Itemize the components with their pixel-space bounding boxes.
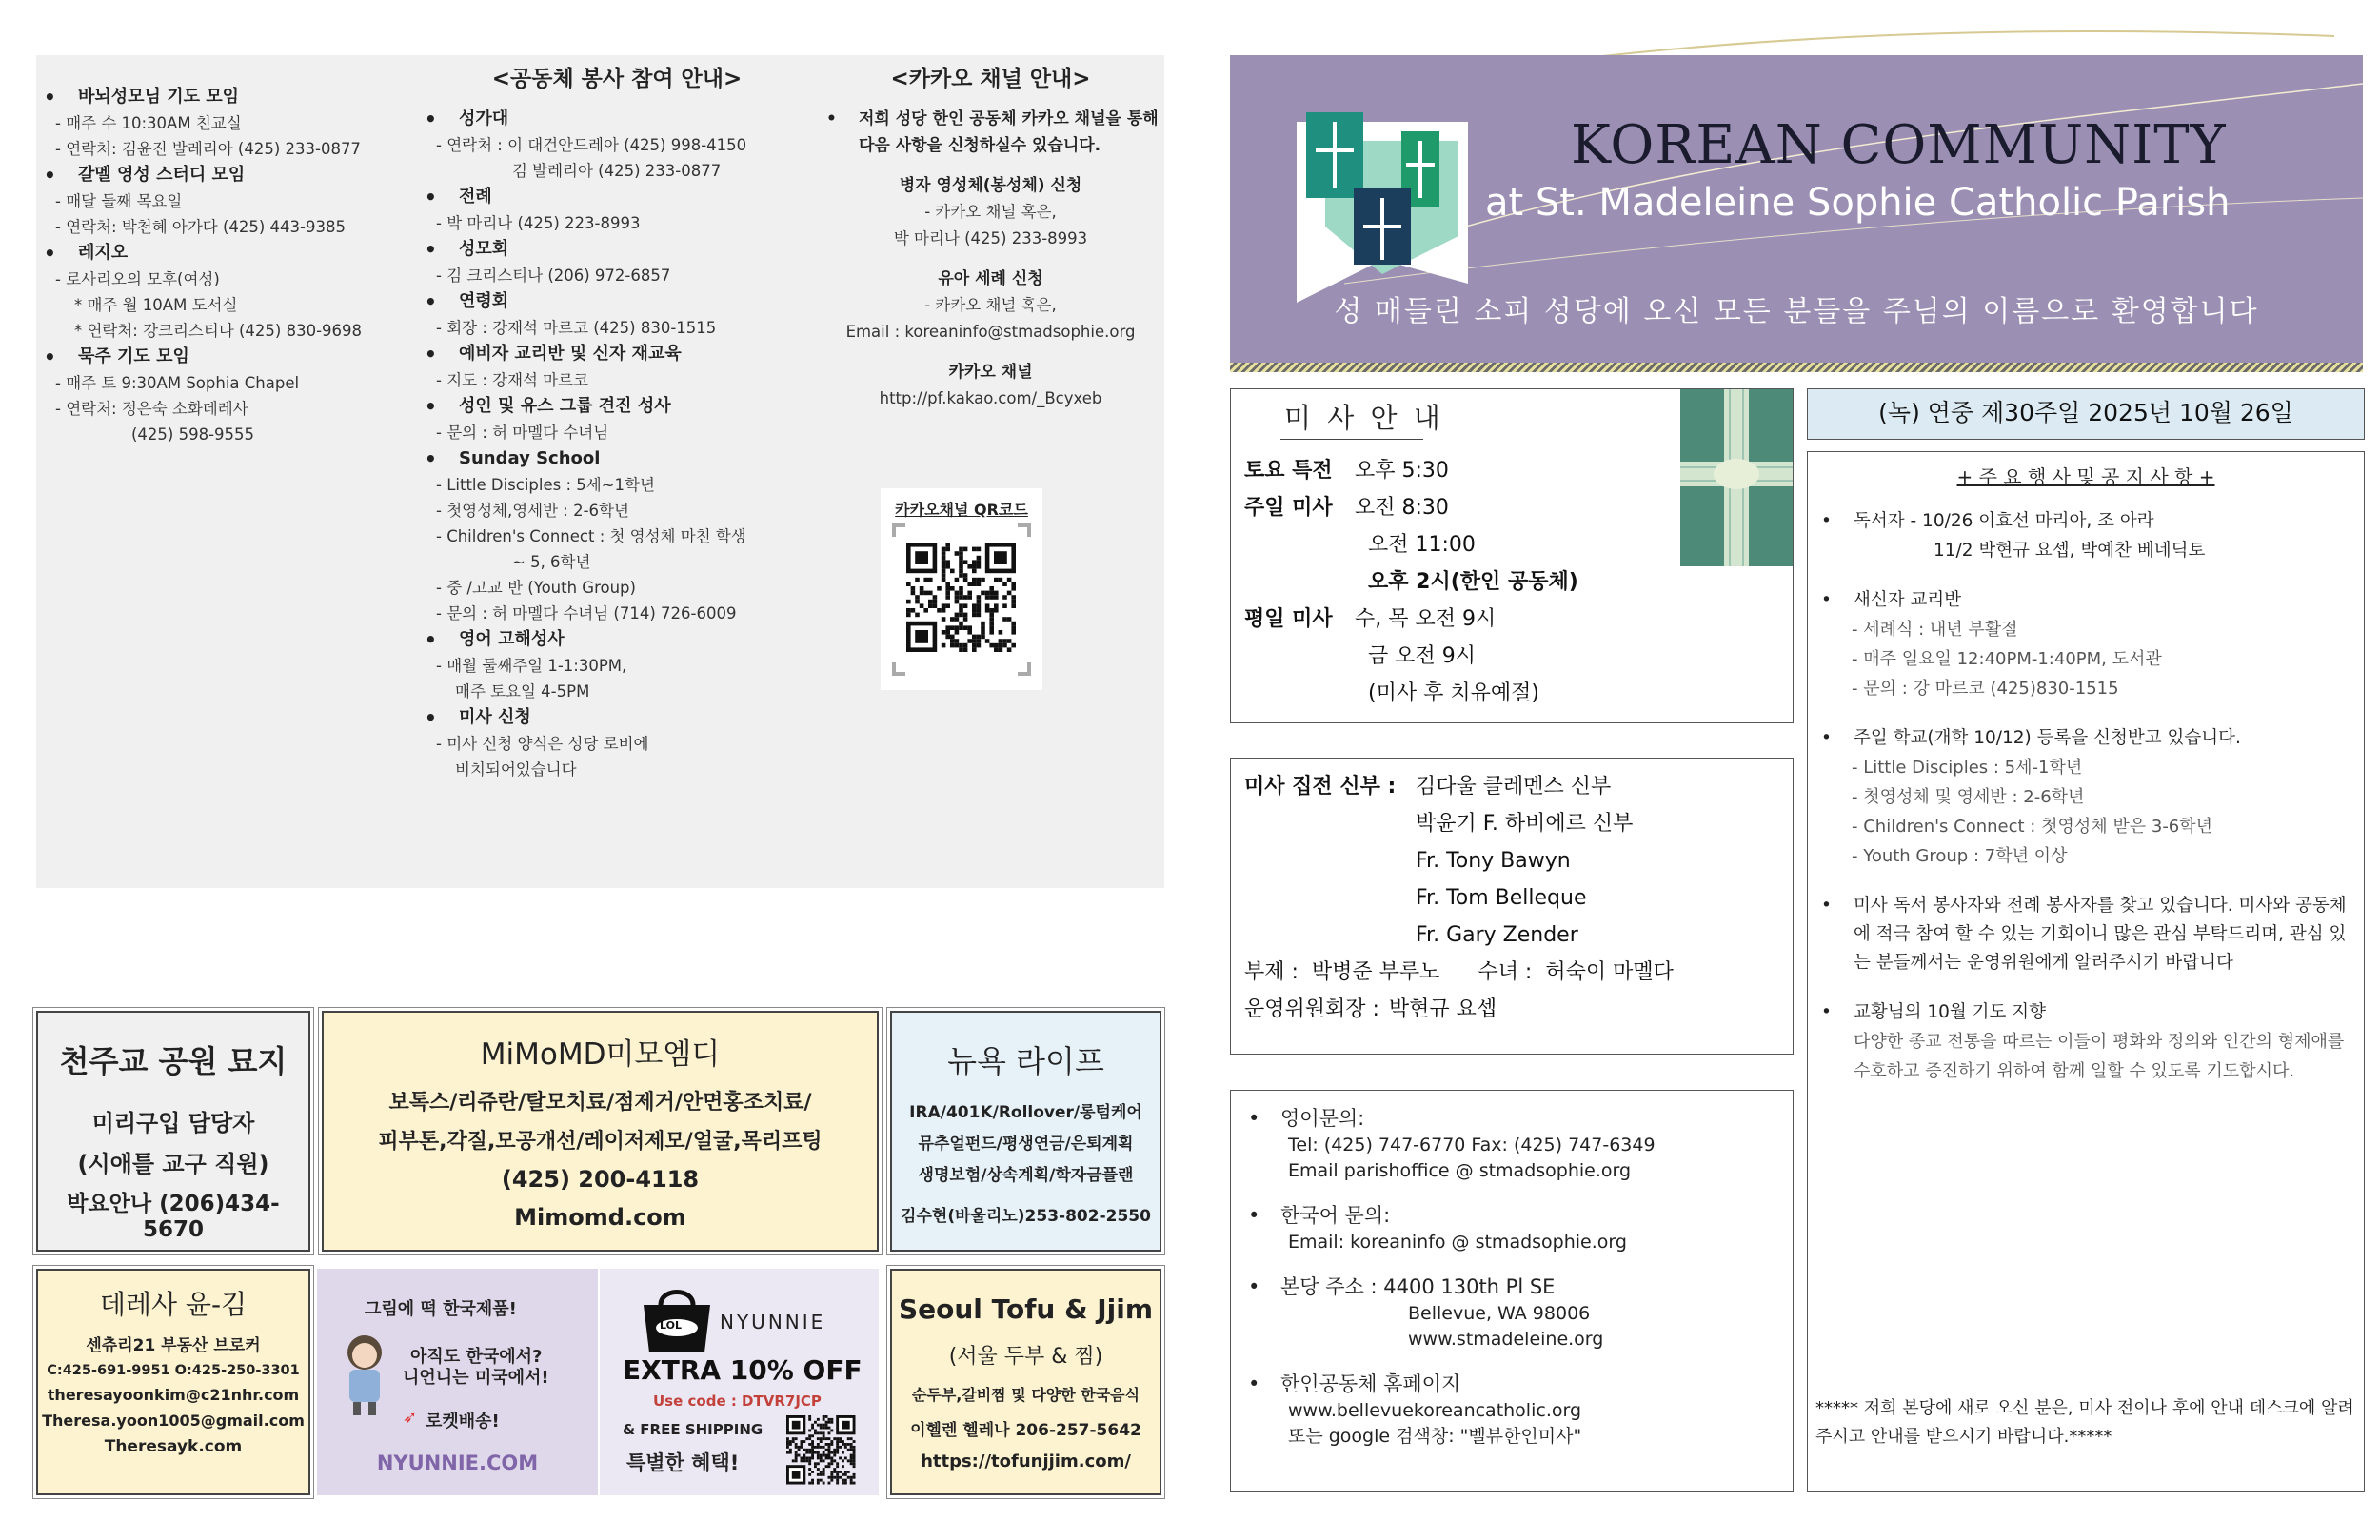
- ad-coupon-extra: EXTRA 10% OFF: [623, 1354, 863, 1386]
- ad-coupon-code: Use code : DTVR7JCP: [653, 1392, 822, 1410]
- clergy-row: [1244, 768, 1674, 805]
- group-heading: • 성모회: [417, 236, 817, 263]
- group-heading: • 레지오: [36, 240, 417, 267]
- ad-cemetery-line: 미리구입 담당자: [91, 1110, 255, 1136]
- ad-theresa-line: C:425-691-9951 O:425-250-3301: [47, 1363, 300, 1378]
- contact-box: [1230, 1090, 1794, 1492]
- notice-heading: • 교황님의 10월 기도 지향: [1814, 998, 2352, 1027]
- mass-row-time: 수, 목 오전 9시: [1355, 607, 1497, 631]
- mass-row-time: 오후 2시(한인 공동체): [1368, 570, 1578, 594]
- ad-nyunnie-coupon[interactable]: [600, 1269, 879, 1495]
- ad-theresa-title: 데레사 윤-김: [99, 1289, 248, 1320]
- contact-heading: • 한인공동체 홈페이지: [1240, 1370, 1656, 1398]
- mass-row-label: [1244, 675, 1355, 712]
- deacon-label: 부제 :: [1244, 960, 1299, 984]
- ad-mimomd-phone: (425) 200-4118: [501, 1166, 700, 1193]
- ad-cemetery-line: 박요안나 (206)434-5670: [67, 1192, 280, 1242]
- service-title: <공동체 봉사 참여 안내>: [491, 67, 743, 91]
- kakao-item-heading: 유아 세례 신청: [938, 269, 1043, 288]
- contact-line: www.stmadeleine.org: [1408, 1329, 1604, 1350]
- group-line: - 지도 : 강재석 마르코: [436, 371, 589, 389]
- clergy-row: [1244, 917, 1674, 954]
- mass-row-time: 오전 11:00: [1368, 533, 1476, 557]
- group-line: - 연락처: 정은숙 소화데레사: [55, 400, 248, 418]
- contact-line: www.bellevuekoreancatholic.org: [1288, 1400, 1582, 1421]
- ad-tofu-line: 이헬렌 헬레나 206-257-5642: [910, 1421, 1141, 1440]
- mass-row-time: 오전 8:30: [1355, 496, 1449, 520]
- notices-title: + 주 요 행 사 및 공 지 사 항 +: [1956, 465, 2215, 488]
- mass-row: [1244, 526, 1578, 563]
- qr-label: 카카오채널 QR코드: [895, 501, 1028, 519]
- group-line: - 미사 신청 양식은 성당 로비에: [436, 735, 649, 753]
- mass-row: [1244, 675, 1578, 712]
- mass-row-time: (미사 후 치유예절): [1368, 681, 1539, 705]
- group-heading: • 미사 신청: [417, 704, 817, 731]
- contact-heading: • 본당 주소 : 4400 130th Pl SE: [1240, 1273, 1656, 1301]
- ad-coupon-brand: NYUNNIE: [720, 1311, 826, 1333]
- council-name: 박현규 요셉: [1388, 997, 1497, 1021]
- priest-name: 김다울 클레멘스 신부: [1416, 775, 1612, 799]
- notice-line: 11/2 박현규 요셉, 박예찬 베네딕토: [1934, 541, 2206, 561]
- banner-title: KOREAN COMMUNITY: [1571, 114, 2227, 176]
- clergy-row: [1244, 805, 1674, 842]
- group-line: - Little Disciples : 5세~1학년: [436, 476, 655, 494]
- ad-nyunnie-products[interactable]: [317, 1269, 598, 1495]
- clergy-box: [1230, 758, 1794, 1055]
- ad-tofu-title: Seoul Tofu & Jjim: [898, 1293, 1154, 1325]
- group-line: - 매주 토 9:30AM Sophia Chapel: [55, 374, 300, 392]
- notices-list: [1814, 507, 2352, 1086]
- notice-line: - 문의 : 강 마르코 (425)830-1515: [1852, 679, 2119, 699]
- group-line: - 매월 둘째주일 1-1:30PM,: [436, 657, 627, 675]
- ad-tofu-line: 순두부,갈비찜 및 다양한 한국음식: [911, 1386, 1140, 1404]
- contact-heading: • 한국어 문의:: [1240, 1201, 1656, 1230]
- group-heading: • 묵주 기도 모임: [36, 344, 417, 370]
- kakao-intro: • 저희 성당 한인 공동체 카카오 채널을 통해 다음 사항을 신청하실수 있습니다.: [817, 106, 1164, 159]
- group-line: ~ 5, 6학년: [512, 553, 591, 571]
- banner-stripe: [1230, 363, 2363, 372]
- notice-line: - Youth Group : 7학년 이상: [1852, 846, 2068, 866]
- contact-line: Email parishoffice @ stmadsophie.org: [1288, 1160, 1632, 1181]
- ad-theresa[interactable]: [36, 1269, 310, 1495]
- mass-row-label: [1244, 526, 1355, 563]
- ad-tofu-site[interactable]: https://tofunjjim.com/: [921, 1451, 1131, 1471]
- ad-cemetery-title: 천주교 공원 묘지: [59, 1043, 288, 1079]
- ad-seoul-tofu[interactable]: [890, 1269, 1161, 1495]
- contact-line: Email: koreaninfo @ stmadsophie.org: [1288, 1232, 1627, 1253]
- cartoon-girl-icon: [336, 1332, 393, 1417]
- notice-heading: • 새신자 교리반: [1814, 586, 2352, 615]
- mass-row-label: 주일 미사: [1244, 496, 1333, 520]
- group-line: 비치되어있습니다: [455, 760, 577, 779]
- notice-line: - Children's Connect : 첫영성체 받은 3-6학년: [1852, 817, 2213, 837]
- ad-cemetery[interactable]: [36, 1011, 310, 1252]
- ad-nyunnie-site[interactable]: NYUNNIE.COM: [376, 1451, 539, 1474]
- clergy-row: [1244, 879, 1674, 917]
- group-line: * 매주 월 10AM 도서실: [74, 296, 238, 314]
- group-line: - 매주 수 10:30AM 친교실: [55, 114, 242, 132]
- ad-nyunnie-l1: 그림에 떡 한국제품!: [365, 1299, 517, 1319]
- header-banner: [1230, 55, 2363, 369]
- notices-box: [1807, 451, 2365, 1492]
- deacon-row: [1244, 954, 1674, 991]
- ad-nyl-line: IRA/401K/Rollover/롱텀케어: [909, 1103, 1142, 1122]
- sunday-date: (녹) 연중 제30주일 2025년 10월 26일: [1878, 399, 2293, 426]
- ad-nyunnie-l4: 로켓배송!: [426, 1412, 500, 1431]
- group-line: - 박 마리나 (425) 223-8993: [436, 214, 641, 232]
- group-line: - 매달 둘째 목요일: [55, 192, 183, 210]
- coupon-qr-icon[interactable]: [784, 1413, 857, 1486]
- sister-name: 허숙이 마멜다: [1545, 960, 1674, 984]
- ad-mimomd-line: 피부톤,각질,모공개선/레이저제모/얼굴,목리프팅: [378, 1130, 823, 1154]
- contact-line: 또는 google 검색창: "벨뷰한인미사": [1288, 1426, 1582, 1447]
- contact-list: [1240, 1104, 1656, 1450]
- group-line: - 문의 : 허 마멜다 수녀님 (714) 726-6009: [436, 604, 737, 622]
- clergy-label: [1244, 805, 1416, 842]
- notice-heading: • 독서자 - 10/26 이효선 마리아, 조 아라: [1814, 507, 2352, 536]
- left-info-panel: [36, 55, 1164, 888]
- notice-line: - Little Disciples : 5세-1학년: [1852, 758, 2083, 778]
- ad-mimomd-title: MiMoMD미모엠디: [480, 1037, 721, 1072]
- sunday-date-box: [1807, 388, 2365, 440]
- kakao-column: [817, 55, 1164, 412]
- mass-row-label: [1244, 638, 1355, 675]
- group-line: - 연락처 : 이 대건안드레아 (425) 998-4150: [436, 136, 747, 154]
- mass-rows: [1244, 452, 1578, 712]
- notice-heading: • 주일 학교(개학 10/12) 등록을 신청받고 있습니다.: [1814, 724, 2352, 753]
- qr-code-box: [881, 488, 1042, 690]
- group-line: - 연락처: 김윤진 발레리아 (425) 233-0877: [55, 140, 361, 158]
- group-line: - Children's Connect : 첫 영성체 마친 학생: [436, 527, 746, 545]
- gift-ribbon-icon: [1680, 389, 1793, 566]
- priest-name: Fr. Gary Zender: [1416, 923, 1578, 947]
- group-heading: • 영어 고해성사: [417, 626, 817, 653]
- mass-row: [1244, 489, 1578, 526]
- group-heading: • 바뇌성모님 기도 모임: [36, 84, 417, 110]
- ad-mimomd[interactable]: [322, 1011, 879, 1252]
- qr-code-icon[interactable]: [881, 520, 1042, 681]
- ad-cemetery-line: (시애틀 교구 직원): [77, 1151, 269, 1177]
- priest-name: Fr. Tony Bawyn: [1416, 849, 1571, 873]
- group-heading: • 성인 및 유스 그룹 견진 성사: [417, 393, 817, 420]
- banner-welcome: 성 매들린 소피 성당에 오신 모든 분들을 주님의 이름으로 환영합니다: [1334, 295, 2259, 328]
- deacon-name: 박병준 부루노: [1311, 960, 1440, 984]
- contact-line: Bellevue, WA 98006: [1408, 1303, 1591, 1324]
- notice-line: 다양한 종교 전통을 따르는 이들이 평화와 정의와 인간의 형제애를 수호하고 증진하기 위하여 함께 일할 수 있도록 기도합시다.: [1854, 1032, 2345, 1081]
- group-line: 김 발레리아 (425) 233-0877: [512, 162, 722, 180]
- ad-theresa-line: 센츄리21 부동산 브로커: [86, 1336, 261, 1355]
- mass-row-time: 오후 5:30: [1355, 459, 1449, 483]
- contact-heading: • 영어문의:: [1240, 1104, 1656, 1133]
- parish-logo-icon: [1287, 84, 1478, 303]
- council-label: 운영위원회장 :: [1244, 997, 1379, 1021]
- ad-coupon-ship: & FREE SHIPPING: [623, 1421, 764, 1438]
- kakao-item-line: - 카카오 채널 혹은,: [924, 203, 1057, 221]
- ad-theresa-line: theresayoonkim@c21nhr.com: [47, 1386, 300, 1404]
- kakao-item-line: - 카카오 채널 혹은,: [924, 296, 1057, 314]
- ad-nyl-line: 뮤추얼펀드/평생연금/은퇴계획: [918, 1135, 1134, 1154]
- mass-heading: 미 사 안 내: [1284, 402, 1444, 434]
- group-heading: • 갈멜 영성 스터디 모임: [36, 162, 417, 188]
- ad-coupon-special: 특별한 혜택!: [626, 1451, 740, 1474]
- group-heading: • Sunday School: [417, 445, 817, 472]
- notices-footer: ***** 저희 본당에 새로 오신 분은, 미사 전이나 후에 안내 데스크에 알려주시고 안내를 받으시기 바랍니다.*****: [1815, 1398, 2354, 1447]
- notice-line: - 첫영성체 및 영세반 : 2-6학년: [1852, 787, 2085, 807]
- kakao-item-heading: 병자 영성체(봉성체) 신청: [899, 176, 1082, 195]
- mass-row-label: 평일 미사: [1244, 607, 1333, 631]
- ad-nyl-title: 뉴욕 라이프: [947, 1043, 1104, 1079]
- groups-column: [36, 84, 417, 447]
- ad-theresa-line: Theresa.yoon1005@gmail.com: [42, 1412, 305, 1430]
- group-line: * 연락처: 강크리스티나 (425) 830-9698: [74, 322, 363, 340]
- mass-heading-underline: [1280, 439, 1423, 440]
- group-line: (425) 598-9555: [131, 425, 255, 444]
- clergy-row: [1244, 842, 1674, 879]
- kakao-item-line: Email : koreaninfo@stmadsophie.org: [845, 323, 1136, 341]
- group-heading: • 성가대: [417, 106, 817, 132]
- group-line: - 로사리오의 모후(여성): [55, 270, 220, 288]
- ad-coupon-logo: LOL: [660, 1319, 682, 1332]
- clergy-list: [1244, 768, 1674, 1028]
- ad-nyl-line: 김수현(바울리노)253-802-2550: [901, 1207, 1151, 1226]
- kakao-title: <카카오 채널 안내>: [890, 67, 1091, 91]
- council-row: [1244, 991, 1674, 1028]
- ad-nyunnie-l3: 니언니는 미국에서!: [403, 1368, 549, 1388]
- group-heading: • 예비자 교리반 및 신자 재교육: [417, 341, 817, 367]
- mass-row: [1244, 601, 1578, 638]
- group-line: - 연락처: 박천혜 아가다 (425) 443-9385: [55, 218, 346, 236]
- group-line: - 문의 : 허 마멜다 수녀님: [436, 424, 609, 442]
- mass-row-label: [1244, 563, 1355, 601]
- priest-name: Fr. Tom Belleque: [1416, 886, 1587, 910]
- notice-line: - 세례식 : 내년 부활절: [1852, 620, 2018, 640]
- group-heading: • 연령회: [417, 288, 817, 315]
- ad-theresa-line: Theresayk.com: [104, 1437, 243, 1456]
- ad-nyunnie-l2: 아직도 한국에서?: [410, 1347, 543, 1367]
- kakao-item-line: 박 마리나 (425) 233-8993: [893, 229, 1088, 247]
- sister-label: 수녀 :: [1478, 960, 1533, 984]
- clergy-label: [1244, 879, 1416, 917]
- group-line: - 김 크리스티나 (206) 972-6857: [436, 267, 671, 285]
- service-column: [417, 55, 817, 782]
- ad-tofu-sub: (서울 두부 & 찜): [948, 1345, 1103, 1369]
- kakao-item-heading: 카카오 채널: [948, 363, 1033, 382]
- clergy-label: [1244, 917, 1416, 954]
- group-line: 매주 토요일 4-5PM: [455, 682, 590, 701]
- contact-line: Tel: (425) 747-6770 Fax: (425) 747-6349: [1288, 1135, 1656, 1155]
- mass-row: [1244, 638, 1578, 675]
- group-line: - 중 /고교 반 (Youth Group): [436, 579, 636, 597]
- group-line: - 첫영성체,영세반 : 2-6학년: [436, 502, 629, 520]
- banner-subtitle: at St. Madeleine Sophie Catholic Parish: [1485, 181, 2231, 225]
- kakao-item-line: http://pf.kakao.com/_Bcyxeb: [879, 389, 1102, 407]
- ad-mimomd-site[interactable]: Mimomd.com: [514, 1204, 686, 1231]
- clergy-label: [1244, 842, 1416, 879]
- ad-mimomd-line: 보톡스/리쥬란/탈모치료/점제거/안면홍조치료/: [388, 1091, 812, 1115]
- mass-row-label: 토요 특전: [1244, 459, 1333, 483]
- mass-schedule-box: [1230, 388, 1794, 723]
- group-heading: • 전례: [417, 184, 817, 210]
- clergy-label: 미사 집전 신부 :: [1244, 775, 1397, 799]
- ad-nyl-line: 생명보험/상속계획/학자금플랜: [918, 1166, 1134, 1185]
- rocket-icon: ➶: [403, 1408, 418, 1428]
- mass-row: [1244, 563, 1578, 601]
- notice-line: - 매주 일요일 12:40PM-1:40PM, 도서관: [1852, 649, 2162, 669]
- group-line: - 회장 : 강재석 마르코 (425) 830-1515: [436, 319, 717, 337]
- mass-row-time: 금 오전 9시: [1368, 644, 1476, 668]
- notice-heading: • 미사 독서 봉사자와 전례 봉사자를 찾고 있습니다. 미사와 공동체에 적극 참여 할 수 있는 기회이니 많은 관심 부탁드리며, 관심 있는 분들께서는 운영위원에게 알려주시기 바랍니다: [1814, 892, 2352, 977]
- ad-newyork-life[interactable]: [890, 1011, 1161, 1252]
- priest-name: 박윤기 F. 하비에르 신부: [1416, 812, 1634, 836]
- mass-row: [1244, 452, 1578, 489]
